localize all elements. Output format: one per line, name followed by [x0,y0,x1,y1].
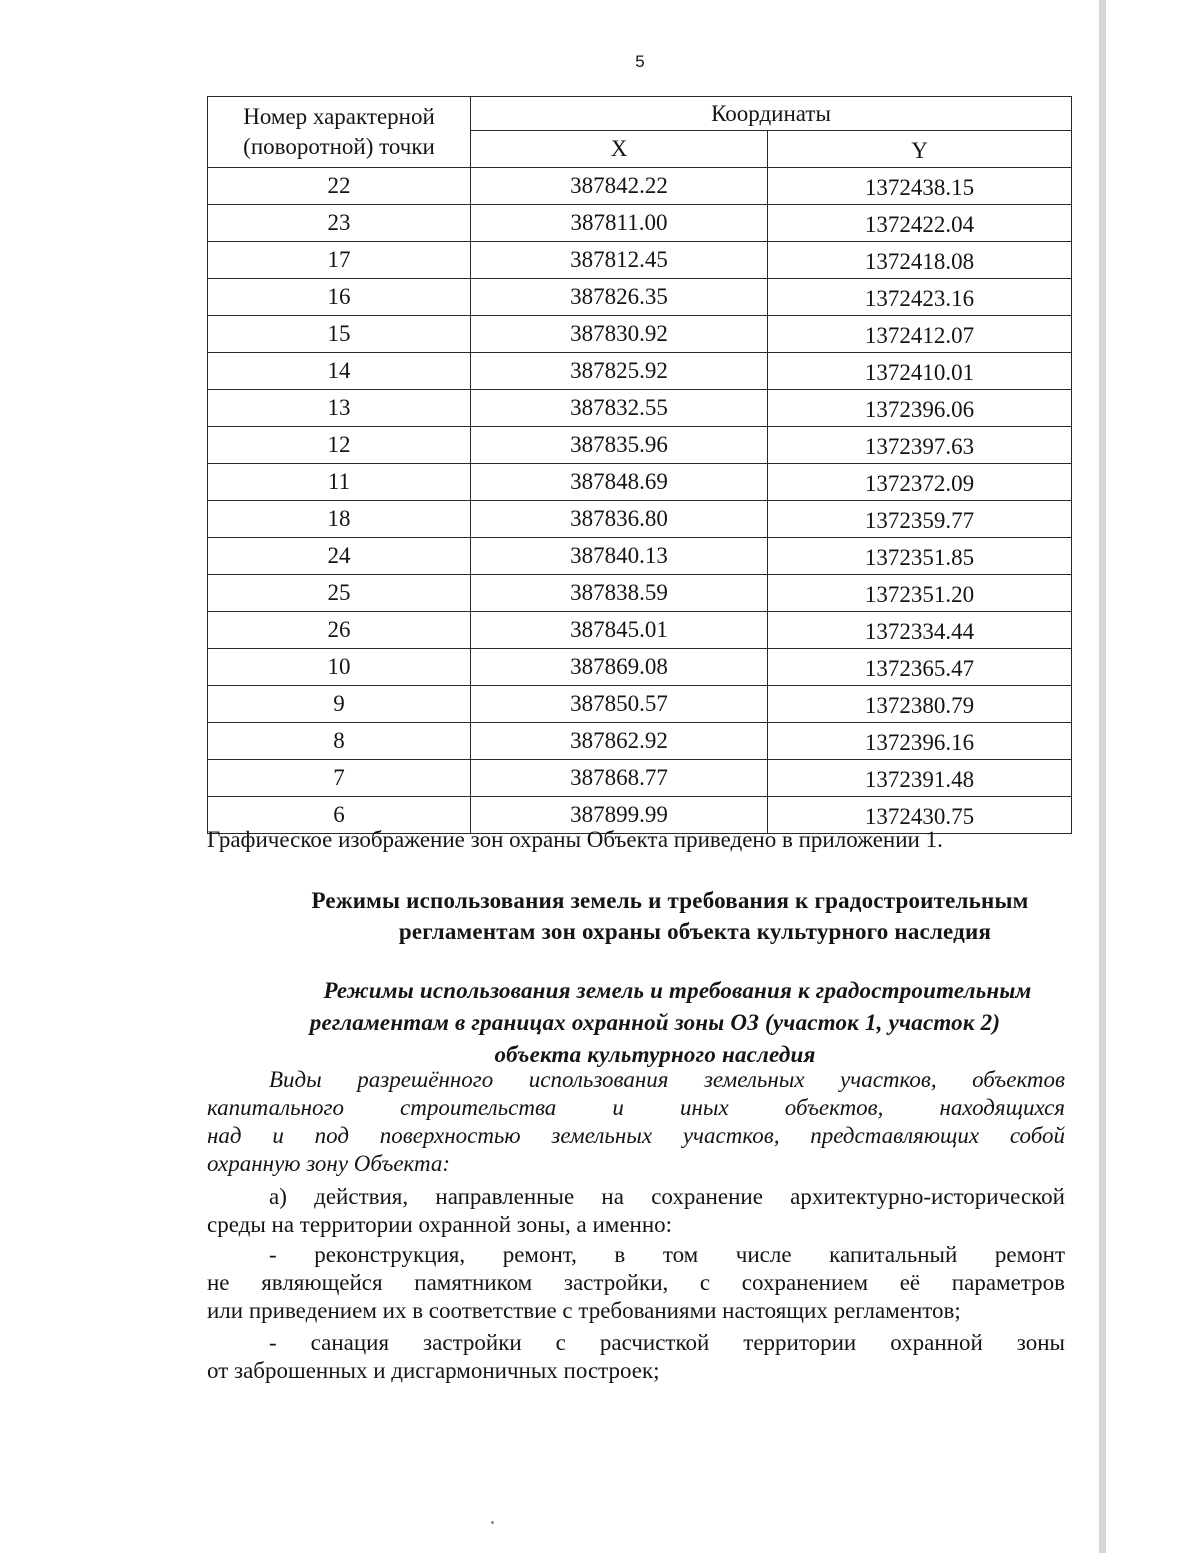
bullet-1-line-3: или приведением их в соответствие с требованиями настоящих регламентов; [207,1298,961,1323]
subsection-heading [240,975,1070,1071]
cell-point: 7 [208,760,471,797]
subsection-heading-line-3: объекта культурного наследия [494,1042,816,1067]
header-point-line-2: (поворотной) точки [243,134,435,159]
bullet-1-paragraph [207,1241,1065,1325]
header-x: X [471,131,768,168]
cell-y: 1372365.47 [768,649,1072,686]
scan-speck [491,1521,494,1524]
table-row [208,760,1072,797]
table-row [208,390,1072,427]
cell-x: 387845.01 [471,612,768,649]
cell-x: 387825.92 [471,353,768,390]
table-row [208,427,1072,464]
bullet-1-line-2: не являющейся памятником застройки, с сохранением её параметров [207,1270,1065,1295]
table-row [208,649,1072,686]
cell-x: 387899.99 [471,797,768,834]
table-row [208,538,1072,575]
intro-line-2: капитального строительства и иных объектов, находящихся [207,1095,1065,1120]
cell-x: 387812.45 [471,242,768,279]
table-row [208,501,1072,538]
table-row [208,316,1072,353]
cell-point: 9 [208,686,471,723]
bullet-1-line-1: - реконструкция, ремонт, в том числе капитальный ремонт [269,1242,1065,1267]
cell-x: 387850.57 [471,686,768,723]
cell-x: 387840.13 [471,538,768,575]
cell-y: 1372423.16 [768,279,1072,316]
cell-y: 1372397.63 [768,427,1072,464]
cell-y: 1372418.08 [768,242,1072,279]
header-point-number [208,97,471,168]
table-row [208,205,1072,242]
cell-x: 387811.00 [471,205,768,242]
intro-line-1: Виды разрешённого использования земельных участков, объектов [269,1067,1065,1092]
bullet-2-line-1: - санация застройки с расчисткой территории охранной зоны [269,1330,1065,1355]
cell-x: 387830.92 [471,316,768,353]
table-row [208,168,1072,205]
table-row [208,575,1072,612]
cell-x: 387868.77 [471,760,768,797]
section-heading-line-2: регламентам зон охраны объекта культурного наследия [398,919,992,944]
cell-y: 1372410.01 [768,353,1072,390]
cell-x: 387832.55 [471,390,768,427]
cell-point: 22 [208,168,471,205]
cell-y: 1372372.09 [768,464,1072,501]
scan-edge-shadow [1099,0,1106,1553]
subsection-heading-line-1: Режимы использования земель и требования к градостроительным [323,978,1032,1003]
table-row [208,686,1072,723]
cell-point: 15 [208,316,471,353]
intro-line-4: охранную зону Объекта: [207,1151,451,1176]
table-row [208,723,1072,760]
table-row [208,279,1072,316]
header-point-line-1: Номер характерной [243,104,435,129]
cell-point: 25 [208,575,471,612]
section-heading [275,885,1065,947]
header-y: Y [768,131,1072,168]
table-row [208,612,1072,649]
cell-point: 17 [208,242,471,279]
intro-line-3: над и под поверхностью земельных участков, представляющих собой [207,1123,1065,1148]
cell-x: 387838.59 [471,575,768,612]
cell-y: 1372422.04 [768,205,1072,242]
cell-y: 1372438.15 [768,168,1072,205]
cell-y: 1372391.48 [768,760,1072,797]
subsection-heading-line-2: регламентам в границах охранной зоны ОЗ (участок 1, участок 2) [309,1010,1001,1035]
cell-point: 16 [208,279,471,316]
cell-point: 6 [208,797,471,834]
graphic-note: Графическое изображение зон охраны Объекта приведено в приложении 1. [207,827,943,852]
cell-point: 11 [208,464,471,501]
cell-point: 10 [208,649,471,686]
page-number: 5 [635,52,645,71]
item-a-paragraph [207,1183,1065,1239]
cell-point: 23 [208,205,471,242]
header-coordinates: Координаты [471,97,1072,131]
cell-point: 24 [208,538,471,575]
coordinates-table-body [208,168,1072,834]
table-row [208,242,1072,279]
cell-point: 14 [208,353,471,390]
cell-y: 1372351.85 [768,538,1072,575]
cell-point: 13 [208,390,471,427]
coordinates-table [207,96,1072,834]
table-row [208,353,1072,390]
cell-y: 1372334.44 [768,612,1072,649]
cell-y: 1372430.75 [768,797,1072,834]
cell-x: 387836.80 [471,501,768,538]
cell-y: 1372396.16 [768,723,1072,760]
cell-y: 1372380.79 [768,686,1072,723]
bullet-2-paragraph [207,1329,1065,1385]
item-a-line-2: среды на территории охранной зоны, а именно: [207,1212,673,1237]
table-row [208,464,1072,501]
cell-y: 1372412.07 [768,316,1072,353]
cell-y: 1372351.20 [768,575,1072,612]
cell-point: 18 [208,501,471,538]
cell-x: 387826.35 [471,279,768,316]
cell-x: 387869.08 [471,649,768,686]
cell-x: 387842.22 [471,168,768,205]
intro-paragraph [207,1066,1065,1178]
cell-point: 12 [208,427,471,464]
cell-x: 387835.96 [471,427,768,464]
cell-point: 26 [208,612,471,649]
bullet-2-line-2: от заброшенных и дисгармоничных построек; [207,1358,660,1383]
cell-x: 387862.92 [471,723,768,760]
cell-point: 8 [208,723,471,760]
section-heading-line-1: Режимы использования земель и требования к градостроительным [311,888,1029,913]
cell-x: 387848.69 [471,464,768,501]
item-a-line-1: а) действия, направленные на сохранение архитектурно-исторической [269,1184,1065,1209]
cell-y: 1372359.77 [768,501,1072,538]
cell-y: 1372396.06 [768,390,1072,427]
